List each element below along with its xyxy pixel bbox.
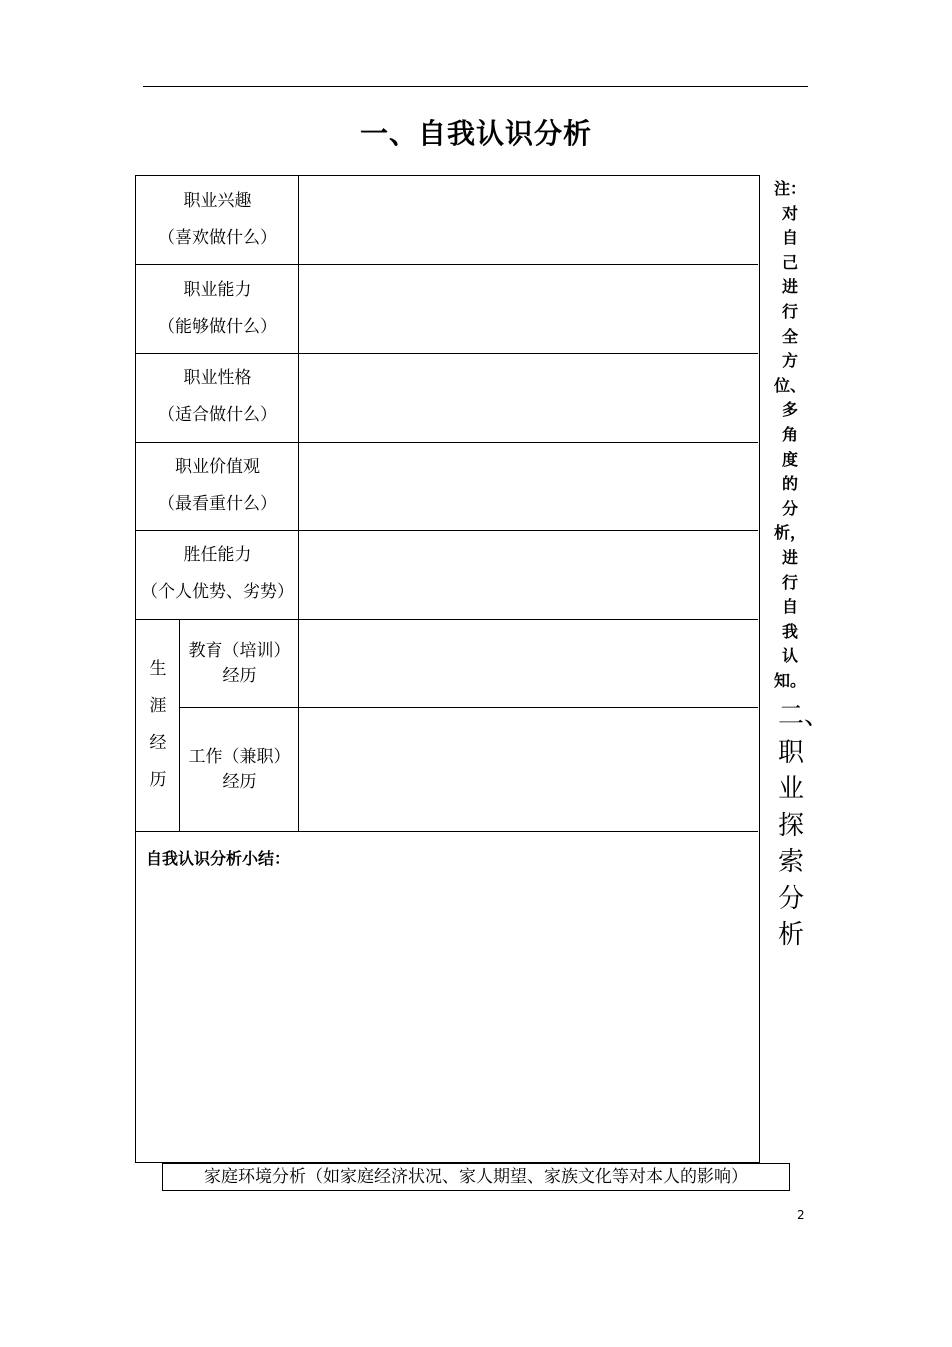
summary-label: 自我认识分析小结： [146, 849, 291, 868]
competency-answer-cell[interactable] [299, 531, 758, 619]
next-section-char: 析 [778, 920, 805, 950]
interest-answer-cell[interactable] [299, 176, 758, 264]
row-label-ability [136, 272, 299, 346]
row-label-values [136, 449, 299, 523]
side-note-char: 进 [781, 547, 798, 567]
page-title: 一、自我认识分析 [359, 117, 592, 150]
career-label-char: 涯 [149, 696, 167, 716]
side-note-char: 位、 [774, 375, 807, 395]
work-label [180, 745, 299, 795]
row-label-line2: （喜欢做什么） [158, 228, 277, 248]
side-note-char: 方 [781, 351, 798, 371]
side-note-char: 行 [781, 301, 798, 321]
row-label-line1: 胜任能力 [183, 545, 252, 565]
side-note-char: 自 [781, 228, 798, 248]
side-note-char: 知。 [774, 670, 807, 690]
work-label-line2: 经历 [222, 772, 257, 792]
row-label-interest [136, 183, 299, 257]
row-label-line1: 职业兴趣 [183, 191, 252, 211]
row-label-line2: （适合做什么） [158, 405, 277, 425]
education-label [180, 639, 299, 689]
next-section-char: 二、 [778, 701, 831, 731]
side-note-char: 对 [781, 203, 798, 223]
side-note [774, 177, 806, 693]
next-section-char: 职 [778, 737, 805, 768]
page-number: 2 [797, 1208, 805, 1222]
summary-divider [136, 831, 758, 832]
row-label-line2: （能够做什么） [158, 317, 277, 337]
row-label-line1: 职业价值观 [175, 457, 260, 477]
side-note-char: 行 [781, 572, 798, 592]
side-note-char: 全 [781, 326, 798, 346]
ability-answer-cell[interactable] [299, 265, 758, 353]
work-answer-cell[interactable] [299, 708, 758, 831]
side-note-char: 多 [781, 400, 798, 420]
row-label-line2: （个人优势、劣势） [141, 582, 294, 602]
next-section-char: 业 [778, 774, 805, 804]
career-experience-label [136, 651, 180, 799]
family-analysis-box: 家庭环境分析（如家庭经济状况、家人期望、家族文化等对本人的影响） [162, 1163, 790, 1191]
header-rule [143, 86, 808, 87]
next-section-char: 索 [778, 847, 805, 877]
values-answer-cell[interactable] [299, 443, 758, 530]
side-note-char: 进 [781, 277, 798, 297]
education-label-line1: 教育（培训） [188, 641, 291, 661]
side-note-char: 认 [781, 646, 798, 666]
side-note-char: 的 [781, 474, 798, 494]
row-label-personality [136, 360, 299, 434]
row-label-line2: （最看重什么） [158, 494, 277, 514]
career-label-char: 经 [149, 733, 167, 753]
side-note-char: 己 [781, 252, 798, 272]
career-label-char: 生 [149, 659, 167, 679]
side-note-char: 注： [774, 179, 807, 198]
side-note-char: 分 [781, 498, 798, 518]
side-note-char: 我 [781, 621, 798, 641]
self-analysis-table [135, 175, 760, 1163]
row-label-competency [136, 537, 299, 611]
personality-answer-cell[interactable] [299, 354, 758, 442]
row-label-line1: 职业能力 [183, 280, 252, 300]
next-section-char: 探 [778, 810, 805, 841]
education-label-line2: 经历 [222, 666, 257, 686]
next-section-char: 分 [778, 883, 805, 914]
side-note-char: 析， [774, 523, 807, 543]
career-label-char: 历 [149, 770, 167, 790]
education-answer-cell[interactable] [299, 620, 758, 707]
side-note-char: 角 [781, 424, 798, 444]
side-note-char: 自 [781, 597, 798, 617]
side-note-char: 度 [781, 449, 798, 469]
work-label-line1: 工作（兼职） [188, 747, 291, 767]
next-section-heading [774, 698, 831, 954]
row-label-line1: 职业性格 [183, 368, 252, 388]
summary-answer-cell[interactable] [136, 876, 758, 1160]
